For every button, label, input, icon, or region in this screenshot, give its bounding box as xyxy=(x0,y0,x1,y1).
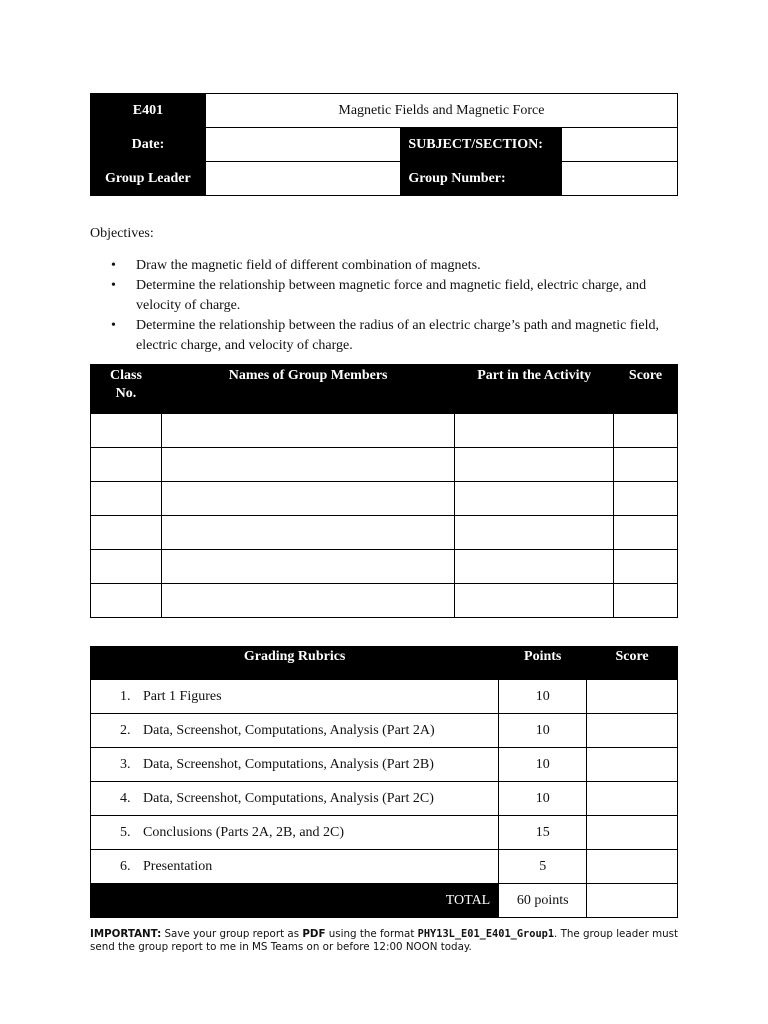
important-note xyxy=(90,928,690,954)
members-header-row xyxy=(91,365,678,414)
group-leader-field[interactable] xyxy=(205,162,401,196)
header-table xyxy=(90,93,678,196)
col-header-points: Points xyxy=(499,647,587,680)
name-cell[interactable] xyxy=(161,414,454,448)
objective-item xyxy=(90,256,680,276)
rubric-score-cell[interactable] xyxy=(587,748,678,782)
rubrics-header-row xyxy=(91,647,678,680)
group-members-table xyxy=(90,364,678,618)
note-text: . The group leader must send the group report to me in MS Teams on or before 12:00 NOON today. xyxy=(90,928,679,953)
class-no-cell[interactable] xyxy=(91,414,162,448)
note-text: Save your group report as xyxy=(161,928,303,940)
table-row xyxy=(91,516,678,550)
score-cell[interactable] xyxy=(614,482,678,516)
objective-text: Determine the relationship between magnetic force and magnetic field, electric charge, and velocity of charge. xyxy=(136,278,647,313)
score-cell[interactable] xyxy=(614,584,678,618)
experiment-code: E401 xyxy=(91,94,206,128)
col-header-rubrics: Grading Rubrics xyxy=(91,647,499,680)
rubric-score-cell[interactable] xyxy=(587,816,678,850)
part-cell[interactable] xyxy=(455,516,614,550)
rubric-item: 5. Conclusions (Parts 2A, 2B, and 2C) xyxy=(91,816,499,850)
bullet-icon: • xyxy=(111,318,116,333)
bullet-icon: • xyxy=(111,258,116,273)
total-label: TOTAL xyxy=(91,884,499,918)
rubric-score-cell[interactable] xyxy=(587,850,678,884)
rubric-points: 10 xyxy=(499,748,587,782)
name-cell[interactable] xyxy=(161,516,454,550)
note-text: using the format xyxy=(325,928,418,940)
objectives-list xyxy=(90,256,680,356)
pdf-format: PDF xyxy=(302,928,326,940)
class-no-cell[interactable] xyxy=(91,448,162,482)
table-row xyxy=(91,748,678,782)
table-row xyxy=(91,482,678,516)
bullet-icon: • xyxy=(111,278,116,293)
col-header-class-no: Class No. xyxy=(91,365,162,414)
experiment-title: Magnetic Fields and Magnetic Force xyxy=(205,94,677,128)
rubric-points: 10 xyxy=(499,680,587,714)
score-cell[interactable] xyxy=(614,516,678,550)
rubric-points: 10 xyxy=(499,782,587,816)
col-header-score: Score xyxy=(614,365,678,414)
table-row xyxy=(91,414,678,448)
class-no-cell[interactable] xyxy=(91,550,162,584)
total-row xyxy=(91,884,678,918)
col-header-names: Names of Group Members xyxy=(161,365,454,414)
objective-text: Draw the magnetic field of different combination of magnets. xyxy=(136,258,481,273)
part-cell[interactable] xyxy=(455,584,614,618)
table-row xyxy=(91,816,678,850)
rubric-item: 1. Part 1 Figures xyxy=(91,680,499,714)
rubric-score-cell[interactable] xyxy=(587,680,678,714)
rubric-score-cell[interactable] xyxy=(587,782,678,816)
date-field[interactable] xyxy=(205,128,401,162)
grading-rubrics-table xyxy=(90,646,678,918)
table-row xyxy=(91,850,678,884)
objective-item xyxy=(90,276,680,316)
name-cell[interactable] xyxy=(161,584,454,618)
table-row xyxy=(91,714,678,748)
date-label: Date: xyxy=(91,128,206,162)
rubric-item: 4. Data, Screenshot, Computations, Analysis (Part 2C) xyxy=(91,782,499,816)
important-label: IMPORTANT: xyxy=(90,928,162,940)
group-number-label: Group Number: xyxy=(401,162,562,196)
class-no-cell[interactable] xyxy=(91,516,162,550)
table-row xyxy=(91,782,678,816)
part-cell[interactable] xyxy=(455,448,614,482)
objective-item xyxy=(90,316,680,356)
rubric-points: 10 xyxy=(499,714,587,748)
col-header-rubric-score: Score xyxy=(587,647,678,680)
rubric-item: 3. Data, Screenshot, Computations, Analysis (Part 2B) xyxy=(91,748,499,782)
class-no-cell[interactable] xyxy=(91,482,162,516)
name-cell[interactable] xyxy=(161,550,454,584)
table-row xyxy=(91,448,678,482)
part-cell[interactable] xyxy=(455,414,614,448)
col-header-part: Part in the Activity xyxy=(455,365,614,414)
score-cell[interactable] xyxy=(614,550,678,584)
filename-format: PHY13L_E01_E401_Group1 xyxy=(417,928,555,940)
score-cell[interactable] xyxy=(614,448,678,482)
rubric-item: 2. Data, Screenshot, Computations, Analysis (Part 2A) xyxy=(91,714,499,748)
rubric-points: 15 xyxy=(499,816,587,850)
objectives-label: Objectives: xyxy=(90,226,154,241)
rubric-item: 6. Presentation xyxy=(91,850,499,884)
part-cell[interactable] xyxy=(455,482,614,516)
name-cell[interactable] xyxy=(161,448,454,482)
subject-section-label: SUBJECT/SECTION: xyxy=(401,128,562,162)
subject-section-field[interactable] xyxy=(562,128,678,162)
total-value: 60 points xyxy=(499,884,587,918)
group-number-field[interactable] xyxy=(562,162,678,196)
rubric-points: 5 xyxy=(499,850,587,884)
score-cell[interactable] xyxy=(614,414,678,448)
total-score-cell[interactable] xyxy=(587,884,678,918)
table-row xyxy=(91,550,678,584)
part-cell[interactable] xyxy=(455,550,614,584)
table-row xyxy=(91,680,678,714)
rubric-score-cell[interactable] xyxy=(587,714,678,748)
class-no-cell[interactable] xyxy=(91,584,162,618)
objective-text: Determine the relationship between the radius of an electric charge’s path and magnetic field, electric charge, and velocity of charge. xyxy=(136,318,659,353)
group-leader-label: Group Leader xyxy=(91,162,206,196)
table-row xyxy=(91,584,678,618)
name-cell[interactable] xyxy=(161,482,454,516)
